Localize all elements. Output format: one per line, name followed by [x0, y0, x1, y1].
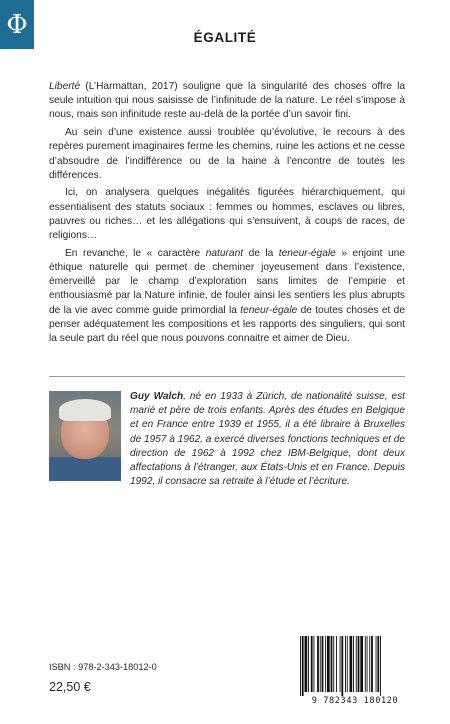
barcode-bar [350, 636, 353, 692]
barcode-bar [302, 636, 304, 696]
paragraph-3: Ici, on analysera quelques inégalités figurées hiérarchiquement, qui essentialisent des statuts sociaux : femmes ou hommes, esclaves ou libres, pauvres ou riches… et les allégations qui s’ensuivent, à coups de races, de religions… [49, 187, 405, 242]
barcode-bar [377, 636, 379, 692]
barcode-bar [308, 636, 309, 692]
author-photo [49, 391, 121, 481]
section-divider [49, 376, 405, 377]
barcode-bar [336, 636, 337, 692]
barcode-bar [320, 636, 321, 692]
price: 22,50 € [49, 680, 91, 694]
author-bio-text: , né en 1933 à Zürich, de nationalité suisse, est marié et père de trois enfants. Après des études en Belgique et en France entre 1939 et 1955, il a été libraire à Bruxelles de 1957 à 1962, a exercé diverses fonctions techniques et de direction de 1962 à 1992 chez IBM-Belgique, dont deux affectations à l’étranger, aux États-Unis et en France. Depuis 1992, il consacre sa retraite à l’étude et l’écriture. [130, 391, 405, 488]
paragraph-1-text: (L’Harmattan, 2017) souligne que la singularité des choses offre la seule intuition qui nous saisisse de l’infinitude de la nature. Le réel s’impose à nous, mais son infinitude reste au-delà de la portée d’un savoir fini. [49, 81, 405, 121]
italic-lead: Liberté [49, 81, 81, 92]
p4-part4: de toutes choses et de penser adéquatement les compositions et les rapports des singuliers, qui sont la seule part du réel que nous pouvons connaitre et aimer de Dieu. [49, 304, 405, 344]
barcode-bar [358, 636, 360, 692]
isbn: ISBN : 978-2-343-18012-0 [49, 662, 157, 672]
barcode [298, 636, 412, 708]
p4-italic2: teneur-égale [278, 247, 336, 259]
barcode-bar [347, 636, 348, 692]
barcode-icon [298, 636, 412, 696]
barcode-bar [376, 636, 377, 692]
barcode-bar [311, 636, 313, 692]
paragraph-1 [49, 80, 405, 123]
barcode-bar [322, 636, 324, 692]
barcode-bar [367, 636, 368, 692]
author-bio [130, 390, 405, 489]
barcode-bar [325, 636, 326, 692]
barcode-bar [371, 636, 373, 692]
barcode-bar [305, 636, 308, 692]
barcode-bar [356, 636, 357, 692]
photo-hair [59, 399, 111, 421]
barcode-bar [369, 636, 370, 692]
barcode-bar [380, 636, 381, 696]
p4-part3: » enjoint une éthique naturelle qui permet de cheminer joyeusement dans l’existence, émerveillé par le champ d’exploration sans limites de l’empirie et enthousiasmé par la Nature infinie, de fouler ainsi les sentiers les plus abrupts de la vie avec comme guide primordial la [49, 247, 405, 316]
barcode-bar [340, 636, 341, 692]
barcode-bar [331, 636, 333, 692]
barcode-bar [365, 636, 366, 692]
p4-part1: En revanche, le « caractère [65, 247, 206, 259]
barcode-bar [341, 636, 343, 696]
barcode-bar [333, 636, 334, 692]
author-name: Guy Walch [130, 391, 184, 402]
barcode-bar [327, 636, 330, 692]
book-title: ÉGALITÉ [193, 30, 257, 45]
paragraph-4 [49, 247, 405, 346]
back-cover-text [49, 80, 405, 350]
paragraph-2: Au sein d’une existence aussi troublée qu’évolutive, le recours à des repères purement imaginaires ferme les chemins, ruine les actions et ne cesse d’absoudre de l’indifférence ou de la haine à l’encontre de toutes les différences. [49, 127, 405, 181]
phi-logo-icon: Φ [6, 9, 28, 40]
photo-shirt [49, 457, 121, 481]
barcode-bar [345, 636, 346, 692]
barcode-bar [317, 636, 319, 692]
p4-italic3: teneur-égale [240, 304, 298, 316]
barcode-bar [353, 636, 354, 692]
barcode-bar [360, 636, 363, 692]
p4-part2: de la [243, 247, 279, 259]
barcode-digits: 9 782343 180120 [311, 696, 399, 706]
barcode-bar [300, 636, 301, 696]
p4-italic1: naturant [205, 247, 244, 259]
barcode-bar [314, 636, 315, 692]
